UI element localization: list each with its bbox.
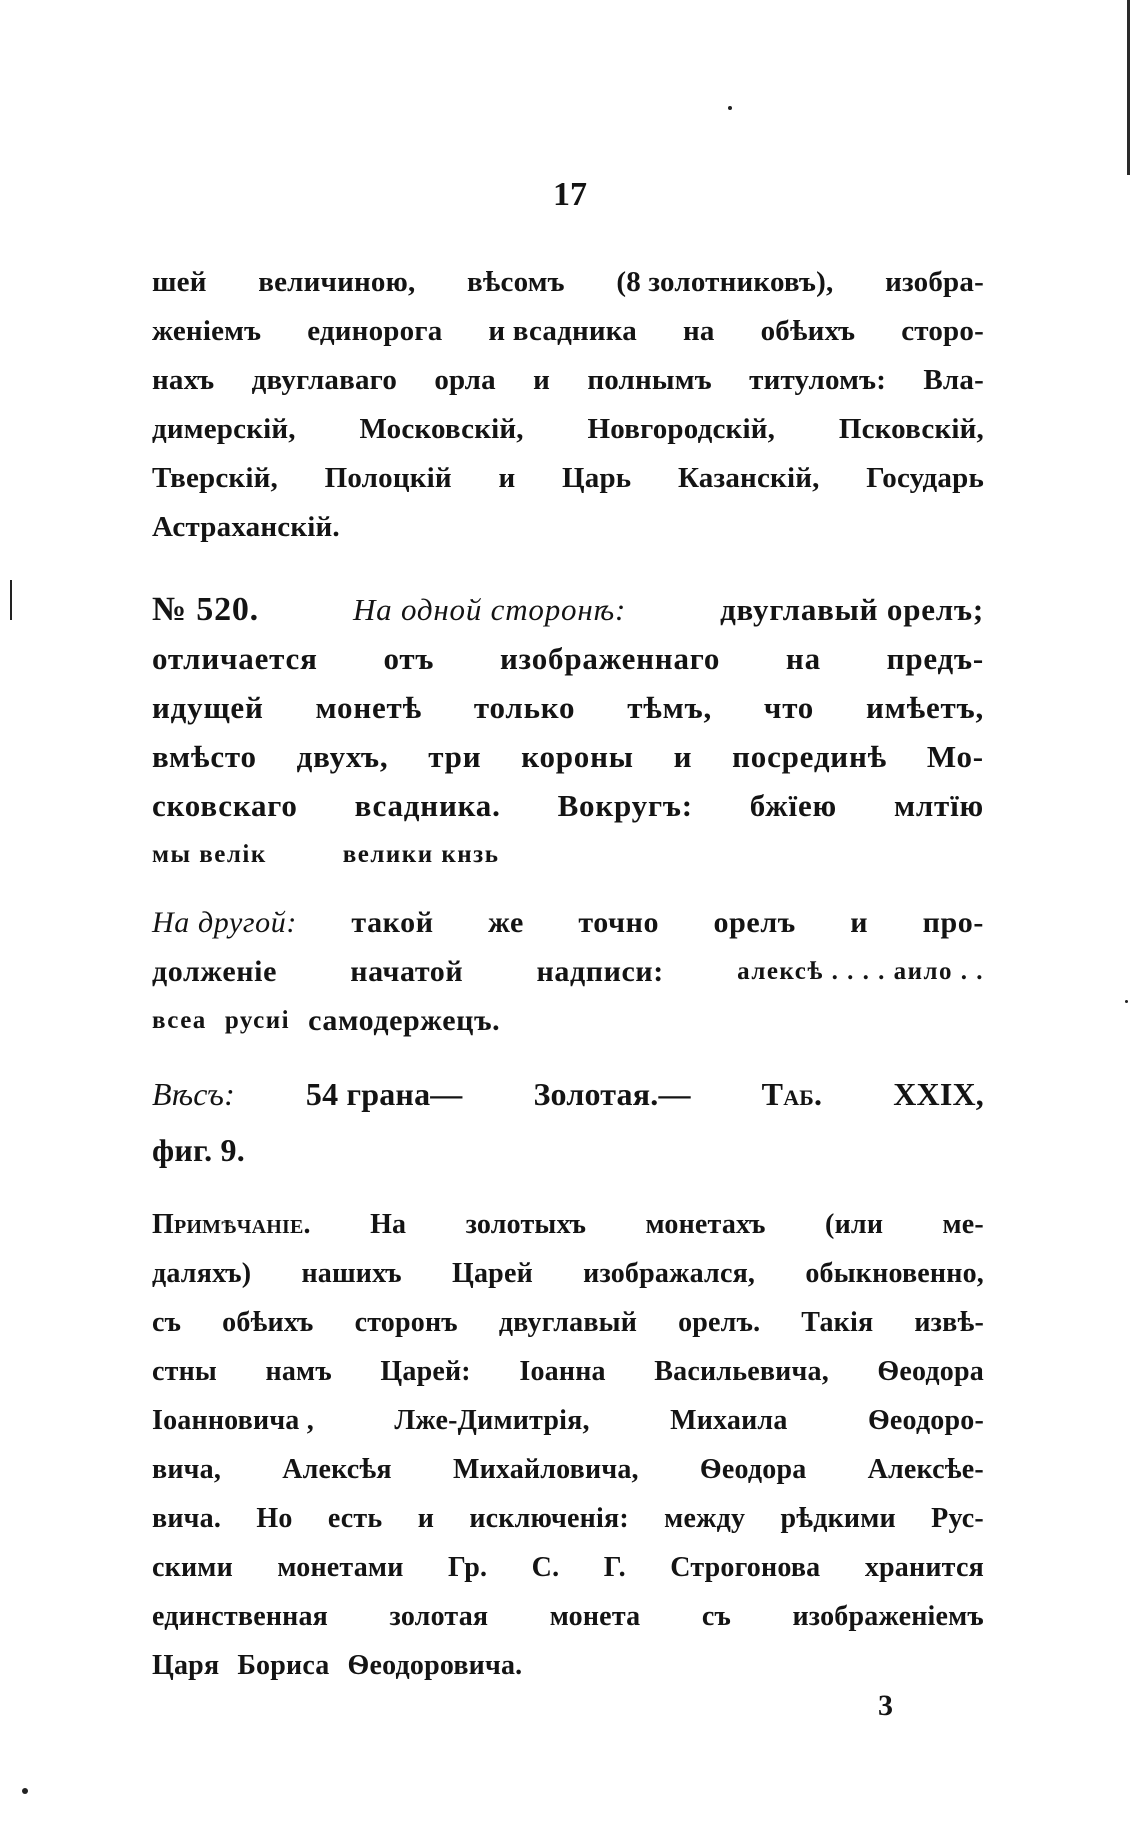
word: ме-	[942, 1209, 984, 1240]
word: (8 золотниковъ),	[616, 266, 834, 298]
speck	[1125, 1000, 1128, 1003]
word: нахъ	[152, 364, 215, 396]
scan-edge-line	[1127, 0, 1130, 175]
speck	[10, 580, 12, 620]
text-line	[152, 405, 984, 454]
word: посрединѣ	[732, 739, 888, 774]
word: Государь	[866, 462, 984, 494]
weight-info	[152, 1066, 984, 1178]
dash: —	[430, 1076, 463, 1112]
word: же	[488, 906, 524, 939]
word: изображался,	[583, 1258, 756, 1289]
word: про-	[922, 906, 984, 939]
word: тѣмъ,	[627, 690, 713, 725]
word: точно	[578, 906, 660, 939]
word: Іоанновича ,	[152, 1405, 314, 1436]
word: вича,	[152, 1454, 222, 1485]
word: Ѳеодора	[877, 1356, 984, 1387]
text-line	[152, 1122, 984, 1178]
note-title: Примѣчаніе.	[152, 1209, 311, 1240]
word: бжїею	[749, 788, 838, 823]
note-paragraph	[152, 1200, 984, 1690]
text-line	[152, 307, 984, 356]
text-line	[152, 1347, 984, 1396]
slavonic-inscription: русиі	[224, 1007, 291, 1034]
word: что	[763, 690, 815, 725]
word: даляхъ)	[152, 1258, 252, 1289]
word: полнымъ	[587, 364, 712, 396]
word: На	[370, 1209, 407, 1240]
word: Лже-Димитрія,	[394, 1405, 590, 1436]
text-line	[152, 634, 984, 683]
word: предъ-	[886, 641, 984, 676]
text-line	[152, 1543, 984, 1592]
word: Астраханскій.	[152, 511, 340, 543]
word: вмѣсто	[152, 739, 257, 774]
word: шей	[152, 266, 207, 298]
text-line	[152, 1200, 984, 1249]
side-label: На одной сторонѣ:	[352, 592, 627, 627]
text-line	[152, 1298, 984, 1347]
text-line	[152, 503, 984, 552]
word: величиною,	[258, 266, 416, 298]
page-number: 17	[553, 176, 587, 213]
word: Ѳеодоровича.	[347, 1650, 523, 1681]
word: С.	[531, 1552, 560, 1583]
word: двуглаваго	[251, 364, 398, 396]
word: и	[417, 1503, 435, 1534]
word: стны	[152, 1356, 217, 1387]
word: короны	[521, 739, 634, 774]
text-line	[152, 683, 984, 732]
word: (или	[825, 1209, 884, 1240]
word: монетахъ	[645, 1209, 766, 1240]
text-line	[152, 258, 984, 307]
text-line	[152, 1396, 984, 1445]
text-line	[152, 1641, 984, 1690]
text-line	[152, 947, 984, 996]
word: Ѳеодора	[699, 1454, 807, 1485]
word: есть	[327, 1503, 383, 1534]
text-line	[152, 1445, 984, 1494]
word: такой	[351, 906, 434, 939]
word: вича.	[152, 1503, 222, 1534]
text-line	[152, 830, 984, 879]
weight-value	[306, 1066, 463, 1122]
slavonic-inscription: всеа	[152, 1007, 207, 1034]
word: на	[785, 641, 821, 676]
word: монетѣ	[315, 690, 422, 725]
word: женіемъ	[152, 315, 262, 347]
metal: Золотая.	[533, 1076, 659, 1112]
word: Михаила	[670, 1405, 788, 1436]
item-number: № 520.	[152, 591, 259, 628]
item-520	[152, 585, 984, 879]
word: Новгородскій,	[587, 413, 776, 445]
word: между	[664, 1503, 746, 1534]
word: двуглавый орелъ;	[720, 592, 984, 627]
table-label: Таб.	[761, 1076, 823, 1112]
text-line	[152, 1249, 984, 1298]
word: и	[498, 462, 516, 494]
metal-group	[533, 1066, 690, 1122]
word: извѣ-	[914, 1307, 984, 1338]
word: и	[673, 739, 693, 774]
word: золотыхъ	[465, 1209, 587, 1240]
word: Такія	[801, 1307, 874, 1338]
word: сторонъ	[354, 1307, 458, 1338]
slavonic-inscription: велики кнзь	[342, 841, 500, 868]
word: идущей	[152, 690, 264, 725]
word: обѣихъ	[222, 1307, 314, 1338]
side-label: На другой:	[152, 906, 297, 939]
word: всадника.	[354, 788, 501, 823]
word: Михайловича,	[452, 1454, 639, 1485]
text-line	[152, 585, 984, 634]
word: съ	[701, 1601, 731, 1632]
word: Мо-	[926, 739, 984, 774]
word: самодержецъ.	[308, 1004, 501, 1037]
word: монетами	[277, 1552, 404, 1583]
word: орелъ	[713, 906, 796, 939]
word: отличается	[152, 641, 318, 676]
word: три	[428, 739, 482, 774]
weight-label: Вѣсъ:	[152, 1076, 235, 1112]
text-line	[152, 781, 984, 830]
word: Вокругъ:	[557, 788, 693, 823]
table-number: XXIX,	[893, 1076, 984, 1112]
word: Московскій,	[359, 413, 524, 445]
inscription-gap	[285, 830, 325, 879]
slavonic-inscription: мы велік	[152, 841, 267, 868]
slavonic-inscription: алексѣ . . . . аило . .	[737, 958, 984, 985]
word: скими	[152, 1552, 233, 1583]
word: Алексѣя	[282, 1454, 392, 1485]
word: Гр.	[447, 1552, 488, 1583]
word: орла	[434, 364, 496, 396]
word: Алексѣе-	[867, 1454, 984, 1485]
word: начатой	[350, 955, 464, 988]
word: намъ	[265, 1356, 332, 1387]
text-line	[152, 454, 984, 503]
word: только	[473, 690, 576, 725]
word: сковскаго	[152, 788, 298, 823]
word: и всадника	[488, 315, 637, 347]
word: Но	[256, 1503, 293, 1534]
word: Рус-	[931, 1503, 984, 1534]
word: рѣдкими	[780, 1503, 896, 1534]
word: обыкновенно,	[805, 1258, 984, 1289]
word: единственная	[152, 1601, 329, 1632]
word: димерскій,	[152, 413, 296, 445]
word: нашихъ	[301, 1258, 402, 1289]
word: двуглавый	[498, 1307, 638, 1338]
word: Тверскій,	[152, 462, 278, 494]
word: Казанскій,	[677, 462, 820, 494]
word: Полоцкій	[324, 462, 452, 494]
text-line	[152, 1494, 984, 1543]
word: монета	[549, 1601, 641, 1632]
word: Царя	[152, 1650, 220, 1681]
word: млтїю	[893, 788, 984, 823]
word: хранится	[864, 1552, 984, 1583]
word: вѣсомъ	[467, 266, 565, 298]
word: и	[533, 364, 551, 396]
word: изобра-	[885, 266, 984, 298]
weight-grains: 54 грана	[305, 1076, 431, 1112]
text-line	[152, 356, 984, 405]
dash: —	[658, 1076, 691, 1112]
word: Царь	[562, 462, 632, 494]
paragraph-intro	[152, 258, 984, 552]
word: Бориса	[237, 1650, 330, 1681]
word: на	[682, 315, 715, 347]
word: и	[850, 906, 869, 939]
other-side	[152, 898, 984, 1045]
word: Ѳеодоро-	[867, 1405, 984, 1436]
figure-ref: фиг. 9.	[152, 1132, 245, 1168]
text-line	[152, 732, 984, 781]
word: имѣетъ,	[866, 690, 984, 725]
word: Васильевича,	[654, 1356, 829, 1387]
word: исключенія:	[469, 1503, 629, 1534]
text-line	[152, 1592, 984, 1641]
word: надписи:	[536, 955, 664, 988]
word: Іоанна	[519, 1356, 606, 1387]
word: обѣихъ	[760, 315, 856, 347]
word: долженіе	[152, 955, 278, 988]
word: золотая	[389, 1601, 489, 1632]
text-line	[152, 1066, 984, 1122]
text-line	[152, 898, 984, 947]
word: изображеніемъ	[792, 1601, 984, 1632]
speck	[22, 1788, 28, 1794]
word: титуломъ:	[749, 364, 887, 396]
word: Царей:	[380, 1356, 471, 1387]
word: Царей	[452, 1258, 533, 1289]
signature-mark: 3	[878, 1689, 893, 1722]
word: Вла-	[923, 364, 984, 396]
word: единорога	[307, 315, 443, 347]
speck	[728, 106, 732, 110]
word: орелъ.	[678, 1307, 761, 1338]
word: Псковскій,	[838, 413, 984, 445]
word: съ	[152, 1307, 182, 1338]
word: Строгонова	[670, 1552, 821, 1583]
word: изображеннаго	[500, 641, 721, 676]
word: отъ	[383, 641, 435, 676]
word: Г.	[603, 1552, 626, 1583]
word: двухъ,	[296, 739, 389, 774]
text-line	[152, 996, 984, 1045]
word: сторо-	[901, 315, 984, 347]
